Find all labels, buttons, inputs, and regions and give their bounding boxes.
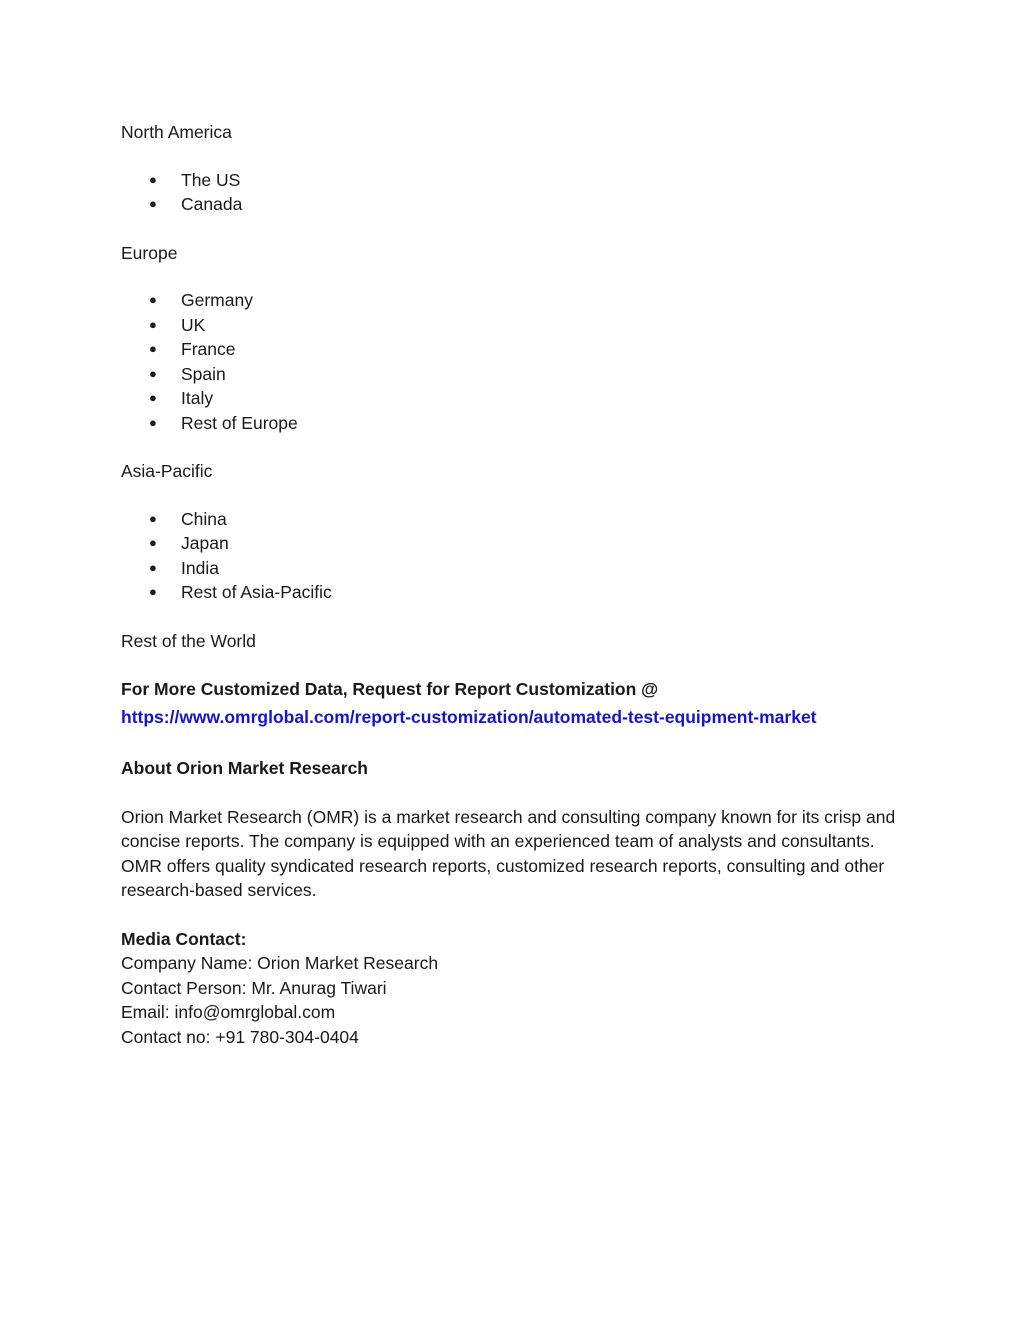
- list-item: ● France: [121, 337, 911, 362]
- list-item: ● Italy: [121, 386, 911, 411]
- country-list-europe: [121, 288, 911, 435]
- about-heading: About Orion Market Research: [121, 758, 368, 778]
- bullet-icon: ●: [149, 390, 157, 405]
- list-item: ● Japan: [121, 531, 911, 556]
- list-item: ● Spain: [121, 362, 911, 387]
- list-item: ● India: [121, 556, 911, 581]
- customization-link[interactable]: https://www.omrglobal.com/report-customization/automated-test-equipment-market: [121, 706, 817, 727]
- list-item: ● Rest of Asia-Pacific: [121, 580, 911, 605]
- about-body: Orion Market Research (OMR) is a market research and consulting company known for its crisp and concise reports. The company is equipped with an experienced team of analysts and consultants. OMR offers quality syndicated research reports, customized research reports, consulting and other research-based services.: [121, 806, 896, 900]
- bullet-icon: ●: [149, 535, 157, 550]
- bullet-icon: ●: [149, 414, 157, 430]
- list-item: ● UK: [121, 313, 911, 338]
- country-list-north-america: [121, 168, 911, 217]
- country-list-asia-pacific: [121, 507, 911, 605]
- bullet-icon: ●: [149, 316, 157, 332]
- region-heading-europe: Europe: [121, 242, 178, 263]
- region-heading-rest-of-world: Rest of the World: [121, 630, 256, 651]
- bullet-icon: ●: [149, 584, 157, 599]
- list-item: ● Rest of Europe: [121, 411, 911, 436]
- list-item: ● Germany: [121, 288, 911, 313]
- bullet-icon: ●: [149, 292, 157, 307]
- contact-person: Contact Person: Mr. Anurag Tiwari: [121, 977, 387, 998]
- bullet-icon: ●: [149, 196, 157, 211]
- bullet-icon: ●: [149, 559, 157, 575]
- bullet-icon: ●: [149, 171, 157, 187]
- contact-email: Email: info@omrglobal.com: [121, 1002, 336, 1022]
- contact-company: Company Name: Orion Market Research: [121, 953, 439, 973]
- list-item: ● China: [121, 507, 911, 532]
- list-item: ● Canada: [121, 192, 911, 217]
- document-page: [121, 120, 911, 1049]
- media-contact-heading: Media Contact:: [121, 928, 247, 949]
- customization-heading: For More Customized Data, Request for Report Customization @: [121, 679, 659, 699]
- bullet-icon: ●: [149, 341, 157, 356]
- list-item: ● The US: [121, 168, 911, 193]
- contact-phone: Contact no: +91 780-304-0404: [121, 1026, 359, 1047]
- bullet-icon: ●: [149, 365, 157, 381]
- region-heading-asia-pacific: Asia-Pacific: [121, 461, 213, 481]
- bullet-icon: ●: [149, 510, 157, 526]
- region-heading-north-america: North America: [121, 122, 232, 142]
